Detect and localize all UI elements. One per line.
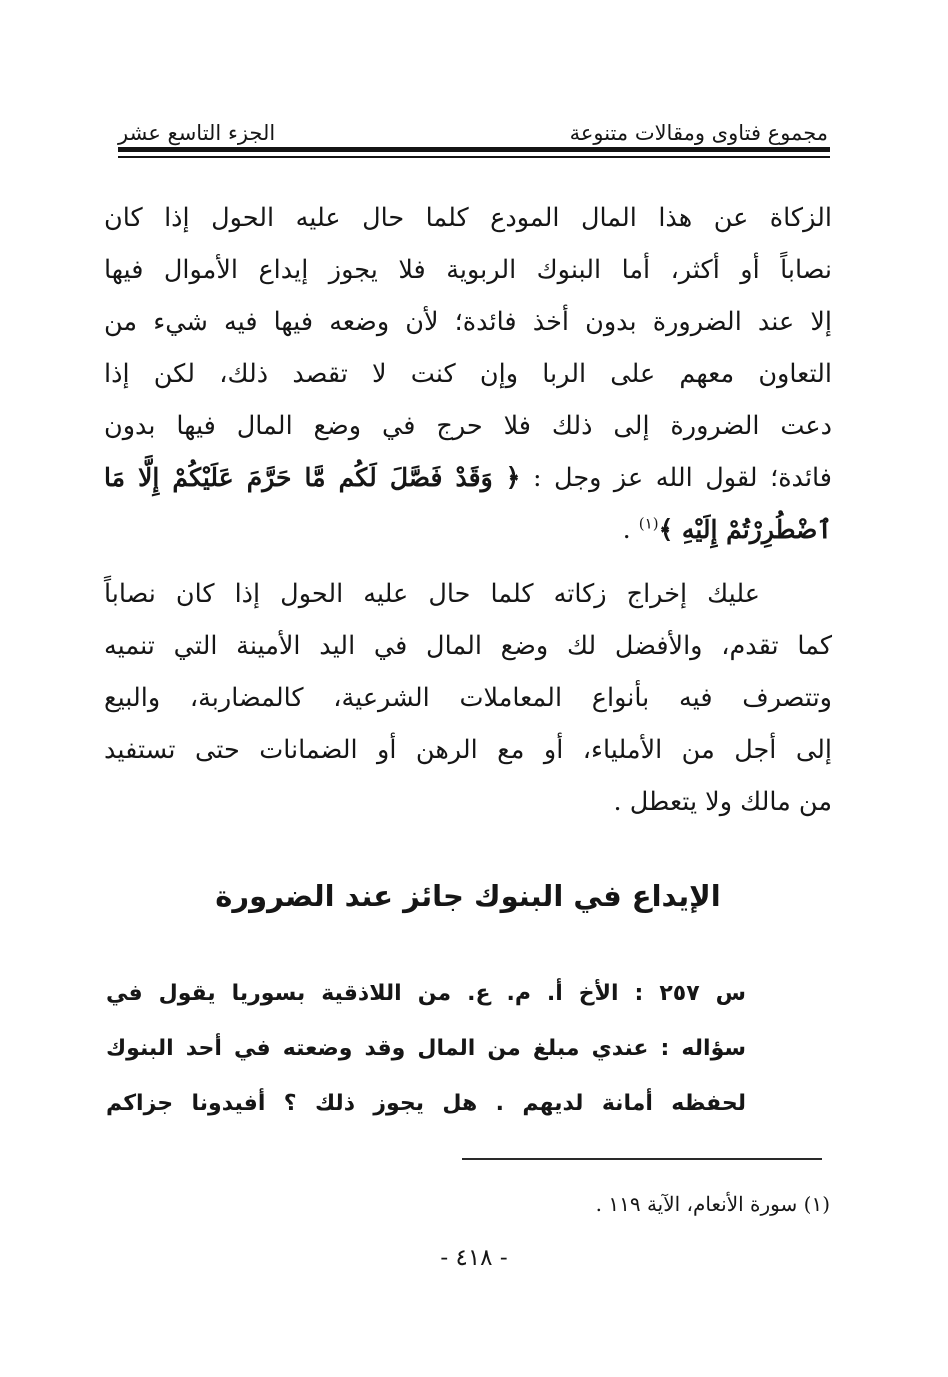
footnote-reference: (١) (638, 514, 659, 533)
text-line: نصاباً أو أكثر، أما البنوك الربوية فلا يجوز إيداع الأموال فيها (104, 255, 832, 285)
footnote-text: سورة الأنعام، الآية ١١٩ . (595, 1192, 798, 1216)
footnote-marker: (١) (803, 1192, 830, 1216)
text-line: عليك إخراج زكاته كلما حال عليه الحول إذا كان نصاباً (104, 579, 760, 609)
text-line: دعت الضرورة إلى ذلك فلا حرج في وضع المال فيها بدون (104, 411, 832, 441)
question-line: س ٢٥٧ : الأخ أ. م. ع. من اللاذقية بسوريا يقول في (106, 981, 746, 1006)
header-rule-thick (118, 147, 830, 152)
answer-paragraph-1 (104, 192, 832, 556)
end-mark: . (622, 515, 631, 545)
text-line (104, 452, 832, 504)
text-line: إلى أجل من الأملياء، أو مع الرهن أو الضمانات حتى تستفيد (104, 735, 832, 765)
text-span: فائدة؛ لقول الله عز وجل : (532, 463, 832, 493)
volume-label: الجزء التاسع عشر (118, 121, 276, 145)
text-line: التعاون معهم على الربا وإن كنت لا تقصد ذلك، لكن إذا (104, 359, 832, 389)
running-header (118, 104, 828, 144)
question-block (106, 966, 746, 1131)
answer-paragraph-2 (104, 568, 832, 828)
question-line: سؤاله : عندي مبلغ من المال وقد وضعته في أحد البنوك (106, 1036, 746, 1061)
text-line: الزكاة عن هذا المال المودع كلما حال عليه الحول إذا كان (104, 203, 832, 233)
page-number: - ٤١٨ - (440, 1245, 508, 1271)
text-line: كما تقدم، والأفضل لك وضع المال في اليد الأمينة التي تنميه (104, 631, 832, 661)
footnote (300, 1188, 830, 1220)
question-line: لحفظه أمانة لديهم . هل يجوز ذلك ؟ أفيدونا جزاكم (106, 1091, 746, 1116)
footnote-separator (462, 1158, 822, 1160)
quran-verse: ﴿ وَقَدْ فَصَّلَ لَكُم مَّا حَرَّمَ عَلَيْكُمْ إِلَّا مَا (104, 463, 521, 492)
text-line: من مالك ولا يتعطل . (613, 787, 832, 817)
header-rule-thin (118, 156, 830, 158)
quran-verse-end: ٱضْطُرِرْتُمْ إِلَيْهِ ﴾ (658, 515, 832, 544)
text-line: وتتصرف فيه بأنواع المعاملات الشرعية، كالمضاربة، والبيع (104, 683, 832, 713)
text-line (104, 504, 832, 556)
book-title: مجموع فتاوى ومقالات متنوعة (569, 121, 828, 145)
text-line: إلا عند الضرورة بدون أخذ فائدة؛ لأن وضعه فيها فيه شيء من (104, 307, 832, 337)
section-heading: الإيداع في البنوك جائز عند الضرورة (215, 879, 721, 913)
